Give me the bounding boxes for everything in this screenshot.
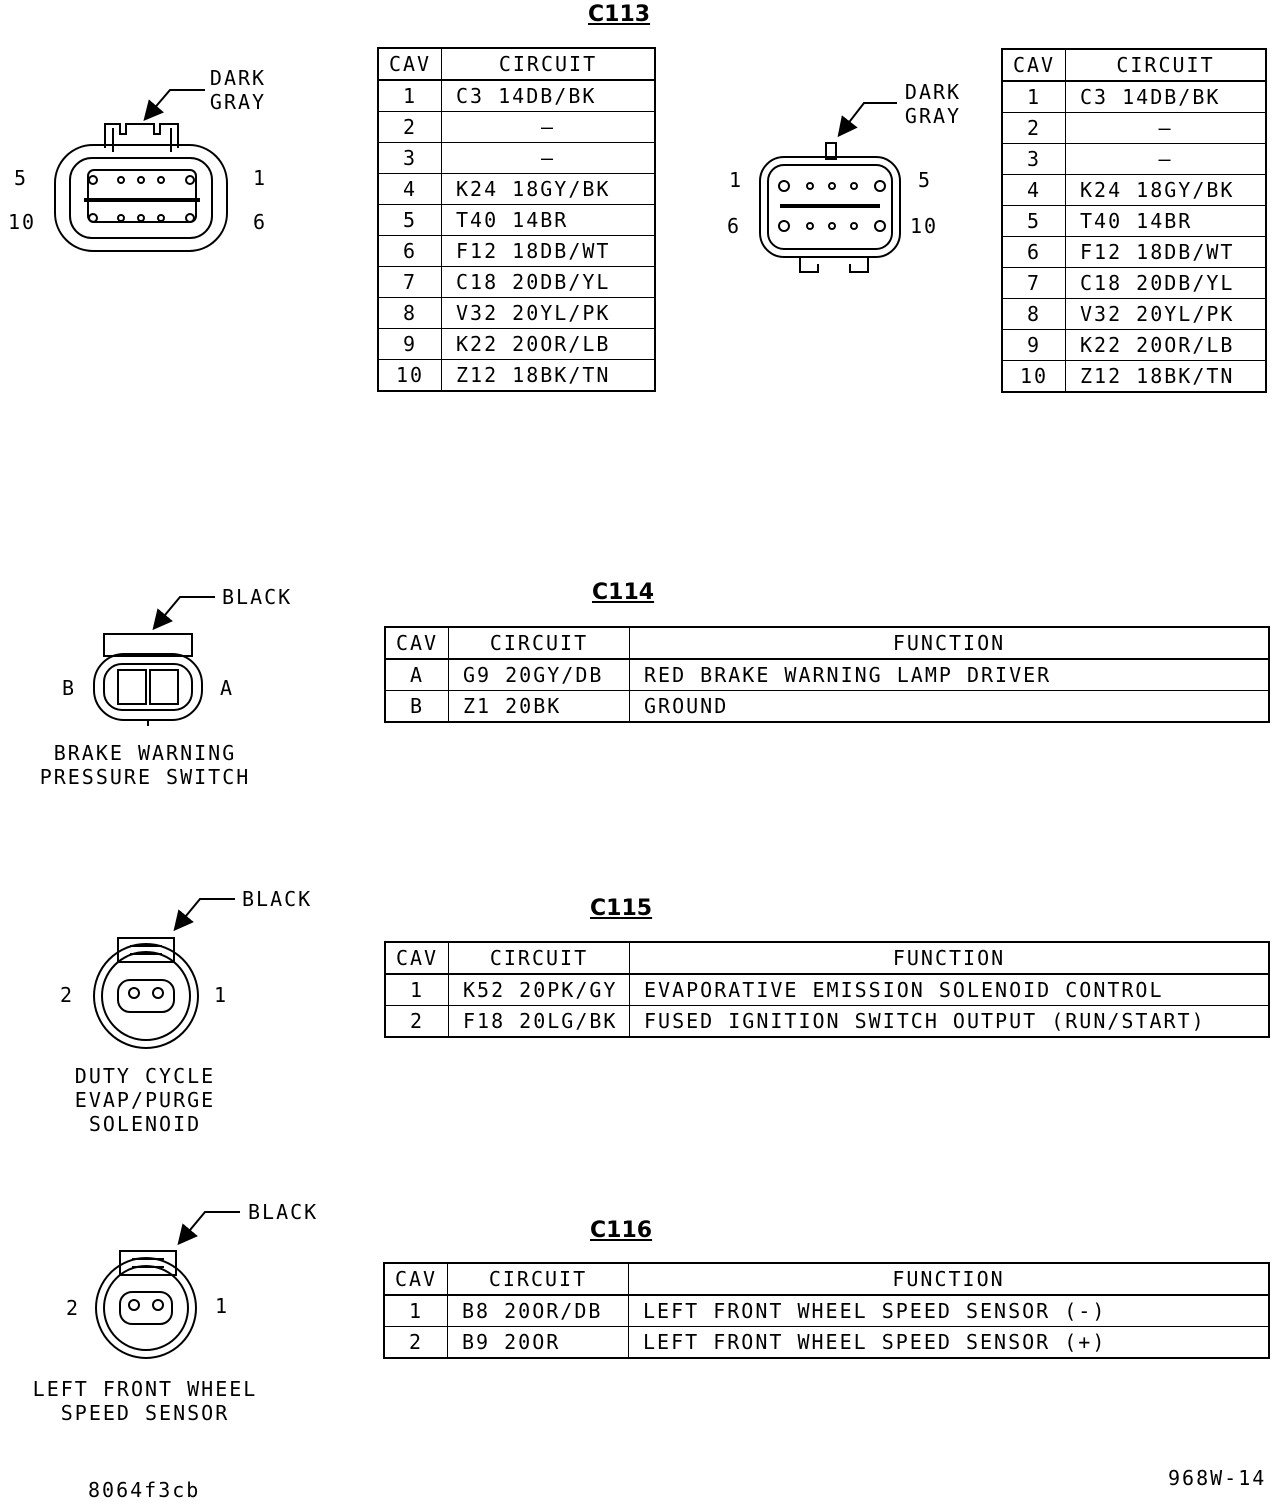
color-label-line: GRAY [904, 104, 962, 128]
table-row [1002, 113, 1266, 144]
table-row [378, 80, 655, 112]
circuit-cell: F12 18DB/WT [442, 236, 656, 267]
pin-label: 1 [215, 1294, 230, 1318]
c113-left-connector-icon [55, 90, 227, 251]
c115-connector-icon [94, 899, 235, 1048]
function-cell: LEFT FRONT WHEEL SPEED SENSOR (+) [629, 1327, 1270, 1359]
circuit-cell: V32 20YL/PK [1066, 299, 1267, 330]
table-row [384, 1327, 1269, 1359]
pin-label: 1 [214, 983, 229, 1007]
circuit-cell: B9 20OR [448, 1327, 629, 1359]
pin-label: 5 [14, 166, 29, 190]
color-label-line: DARK [904, 80, 962, 104]
table-row [378, 236, 655, 267]
column-header: CIRCUIT [442, 48, 656, 80]
table-row [385, 1006, 1269, 1038]
function-cell: LEFT FRONT WHEEL SPEED SENSOR (-) [629, 1295, 1270, 1327]
cav-cell: 4 [1002, 175, 1066, 206]
c114-title: C114 [592, 580, 655, 605]
component-name-line: EVAP/PURGE [74, 1088, 216, 1112]
cav-cell: 1 [1002, 81, 1066, 113]
pin-label: B [62, 676, 77, 700]
table-row [378, 267, 655, 298]
table-row [1002, 237, 1266, 268]
cav-cell: 1 [384, 1295, 448, 1327]
circuit-cell: Z12 18BK/TN [442, 360, 656, 392]
circuit-cell: T40 14BR [442, 205, 656, 236]
table-header-row [385, 627, 1269, 659]
column-header: FUNCTION [630, 627, 1270, 659]
circuit-cell: C3 14DB/BK [1066, 81, 1267, 113]
pin-label: 6 [253, 210, 268, 234]
circuit-cell: – [442, 143, 656, 174]
table-row [1002, 299, 1266, 330]
cav-cell: 1 [378, 80, 442, 112]
pin-label: 6 [727, 214, 742, 238]
cav-cell: 5 [378, 205, 442, 236]
c115-title: C115 [590, 896, 653, 921]
circuit-cell: G9 20GY/DB [449, 659, 630, 691]
table-row [385, 659, 1269, 691]
table-row [1002, 330, 1266, 361]
c116-title: C116 [590, 1218, 653, 1243]
table-header-row [385, 942, 1269, 974]
cav-cell: 9 [378, 329, 442, 360]
footer-right-code: 968W-14 [1168, 1466, 1267, 1490]
c113-table-right [1001, 48, 1267, 393]
function-cell: GROUND [630, 691, 1270, 723]
circuit-cell: K22 20OR/LB [1066, 330, 1267, 361]
c114-table [384, 626, 1270, 723]
cav-cell: A [385, 659, 449, 691]
table-header-row [384, 1263, 1269, 1295]
table-row [378, 205, 655, 236]
pin-label: 2 [60, 983, 75, 1007]
table-row [1002, 268, 1266, 299]
circuit-cell: C3 14DB/BK [442, 80, 656, 112]
c114-component-name [20, 741, 270, 789]
circuit-cell: K52 20PK/GY [449, 974, 630, 1006]
pin-label: 2 [66, 1296, 81, 1320]
circuit-cell: C18 20DB/YL [442, 267, 656, 298]
c113-left-color-label [203, 66, 273, 114]
column-header: CAV [385, 942, 449, 974]
column-header: CAV [378, 48, 442, 80]
c116-table [383, 1262, 1270, 1359]
circuit-cell: K22 20OR/LB [442, 329, 656, 360]
column-header: CIRCUIT [449, 627, 630, 659]
cav-cell: 3 [1002, 144, 1066, 175]
circuit-cell: T40 14BR [1066, 206, 1267, 237]
table-header-row [378, 48, 655, 80]
circuit-cell: Z12 18BK/TN [1066, 361, 1267, 393]
column-header: CIRCUIT [448, 1263, 629, 1295]
component-name-line: PRESSURE SWITCH [39, 765, 251, 789]
color-label-line: GRAY [209, 90, 267, 114]
table-row [1002, 81, 1266, 113]
column-header: CIRCUIT [1066, 49, 1267, 81]
table-row [384, 1295, 1269, 1327]
table-row [385, 974, 1269, 1006]
column-header: CAV [1002, 49, 1066, 81]
function-cell: EVAPORATIVE EMISSION SOLENOID CONTROL [630, 974, 1270, 1006]
cav-cell: B [385, 691, 449, 723]
cav-cell: 8 [378, 298, 442, 329]
cav-cell: 1 [385, 974, 449, 1006]
table-row [378, 174, 655, 205]
table-row [378, 143, 655, 174]
circuit-cell: C18 20DB/YL [1066, 268, 1267, 299]
c115-color-label: BLACK [242, 887, 313, 911]
table-row [378, 360, 655, 392]
circuit-cell: F18 20LG/BK [449, 1006, 630, 1038]
pin-label: 1 [253, 166, 268, 190]
cav-cell: 7 [378, 267, 442, 298]
table-row [385, 691, 1269, 723]
component-name-line: DUTY CYCLE [74, 1064, 216, 1088]
cav-cell: 9 [1002, 330, 1066, 361]
c114-connector-icon [94, 597, 215, 726]
c115-table [384, 941, 1270, 1038]
c113-right-connector-icon [760, 103, 900, 272]
circuit-cell: F12 18DB/WT [1066, 237, 1267, 268]
c116-connector-icon [96, 1212, 240, 1358]
table-row [378, 298, 655, 329]
pin-label: 10 [8, 210, 37, 234]
component-name-line: SPEED SENSOR [60, 1401, 230, 1425]
footer-left-code: 8064f3cb [88, 1478, 201, 1502]
pin-label: 5 [918, 168, 933, 192]
column-header: FUNCTION [629, 1263, 1270, 1295]
cav-cell: 3 [378, 143, 442, 174]
table-row [1002, 361, 1266, 393]
column-header: CAV [385, 627, 449, 659]
column-header: CAV [384, 1263, 448, 1295]
pin-label: 1 [729, 168, 744, 192]
c116-color-label: BLACK [248, 1200, 319, 1224]
cav-cell: 2 [1002, 113, 1066, 144]
circuit-cell: Z1 20BK [449, 691, 630, 723]
pin-label: A [220, 676, 235, 700]
component-name-line: SOLENOID [88, 1112, 202, 1136]
component-name-line: LEFT FRONT WHEEL [32, 1377, 258, 1401]
cav-cell: 6 [378, 236, 442, 267]
pin-label: 10 [910, 214, 939, 238]
c116-component-name [10, 1377, 280, 1425]
circuit-cell: – [442, 112, 656, 143]
table-row [1002, 144, 1266, 175]
cav-cell: 8 [1002, 299, 1066, 330]
function-cell: FUSED IGNITION SWITCH OUTPUT (RUN/START) [630, 1006, 1270, 1038]
c114-color-label: BLACK [222, 585, 293, 609]
cav-cell: 10 [1002, 361, 1066, 393]
cav-cell: 2 [385, 1006, 449, 1038]
circuit-cell: V32 20YL/PK [442, 298, 656, 329]
table-header-row [1002, 49, 1266, 81]
cav-cell: 6 [1002, 237, 1066, 268]
circuit-cell: B8 20OR/DB [448, 1295, 629, 1327]
c113-right-color-label [898, 80, 968, 128]
table-row [378, 329, 655, 360]
table-row [1002, 175, 1266, 206]
function-cell: RED BRAKE WARNING LAMP DRIVER [630, 659, 1270, 691]
cav-cell: 7 [1002, 268, 1066, 299]
circuit-cell: – [1066, 113, 1267, 144]
cav-cell: 2 [384, 1327, 448, 1359]
circuit-cell: – [1066, 144, 1267, 175]
cav-cell: 10 [378, 360, 442, 392]
component-name-line: BRAKE WARNING [53, 741, 237, 765]
cav-cell: 5 [1002, 206, 1066, 237]
c113-title: C113 [588, 2, 651, 27]
cav-cell: 2 [378, 112, 442, 143]
table-row [1002, 206, 1266, 237]
c113-table-left [377, 47, 656, 392]
cav-cell: 4 [378, 174, 442, 205]
color-label-line: DARK [209, 66, 267, 90]
circuit-cell: K24 18GY/BK [1066, 175, 1267, 206]
circuit-cell: K24 18GY/BK [442, 174, 656, 205]
column-header: CIRCUIT [449, 942, 630, 974]
column-header: FUNCTION [630, 942, 1270, 974]
table-row [378, 112, 655, 143]
c115-component-name [20, 1064, 270, 1136]
